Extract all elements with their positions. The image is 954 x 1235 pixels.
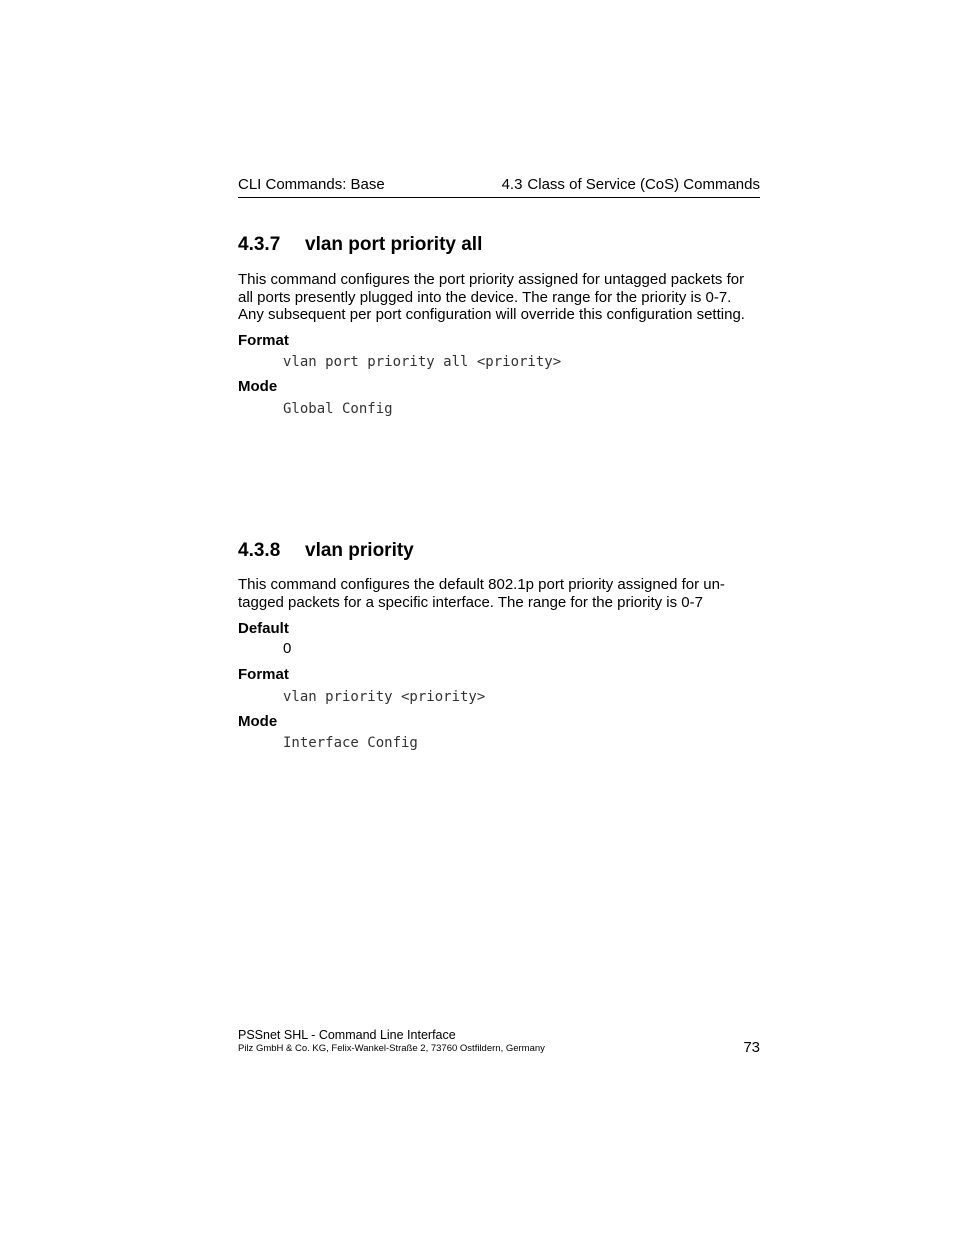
mode-value: Interface Config [283,735,418,751]
header-section-number: 4.3 [501,176,523,193]
mode-label: Mode [238,713,278,730]
format-label: Format [238,666,289,683]
format-syntax: vlan priority <priority> [283,689,486,705]
format-label: Format [238,332,289,349]
section-number: 4.3.7 [238,234,281,255]
description-line: Any subsequent per port configuration will override this configuration setting. [238,306,745,323]
default-label: Default [238,620,289,637]
section-description [238,271,760,324]
section-number: 4.3.8 [238,540,281,561]
page-number: 73 [743,1039,760,1056]
header-section-title: Class of Service (CoS) Commands [527,176,760,193]
format-syntax: vlan port priority all <priority> [283,354,562,370]
section-heading-4-3-8 [238,539,414,563]
header-section [502,175,760,195]
section-description [238,576,760,611]
mode-value: Global Config [283,401,393,417]
footer-address: Pilz GmbH & Co. KG, Felix-Wankel-Straße 2, 73760 Ostfildern, Germany [238,1043,545,1054]
section-title: vlan priority [305,540,414,561]
description-line: This command configures the port priority assigned for untagged packets for [238,271,745,288]
mode-label: Mode [238,378,278,395]
default-value: 0 [283,640,292,657]
footer-title: PSSnet SHL - Command Line Interface [238,1028,456,1042]
running-header [238,175,760,198]
header-chapter: CLI Commands: Base [238,176,385,193]
section-heading-4-3-7 [238,233,482,257]
document-page [238,0,760,1235]
description-line: This command configures the default 802.1p port priority assigned for un- [238,576,725,593]
description-line: tagged packets for a specific interface. The range for the priority is 0-7 [238,593,703,611]
description-line: all ports presently plugged into the device. The range for the priority is 0-7. [238,288,732,306]
section-title: vlan port priority all [305,234,483,255]
